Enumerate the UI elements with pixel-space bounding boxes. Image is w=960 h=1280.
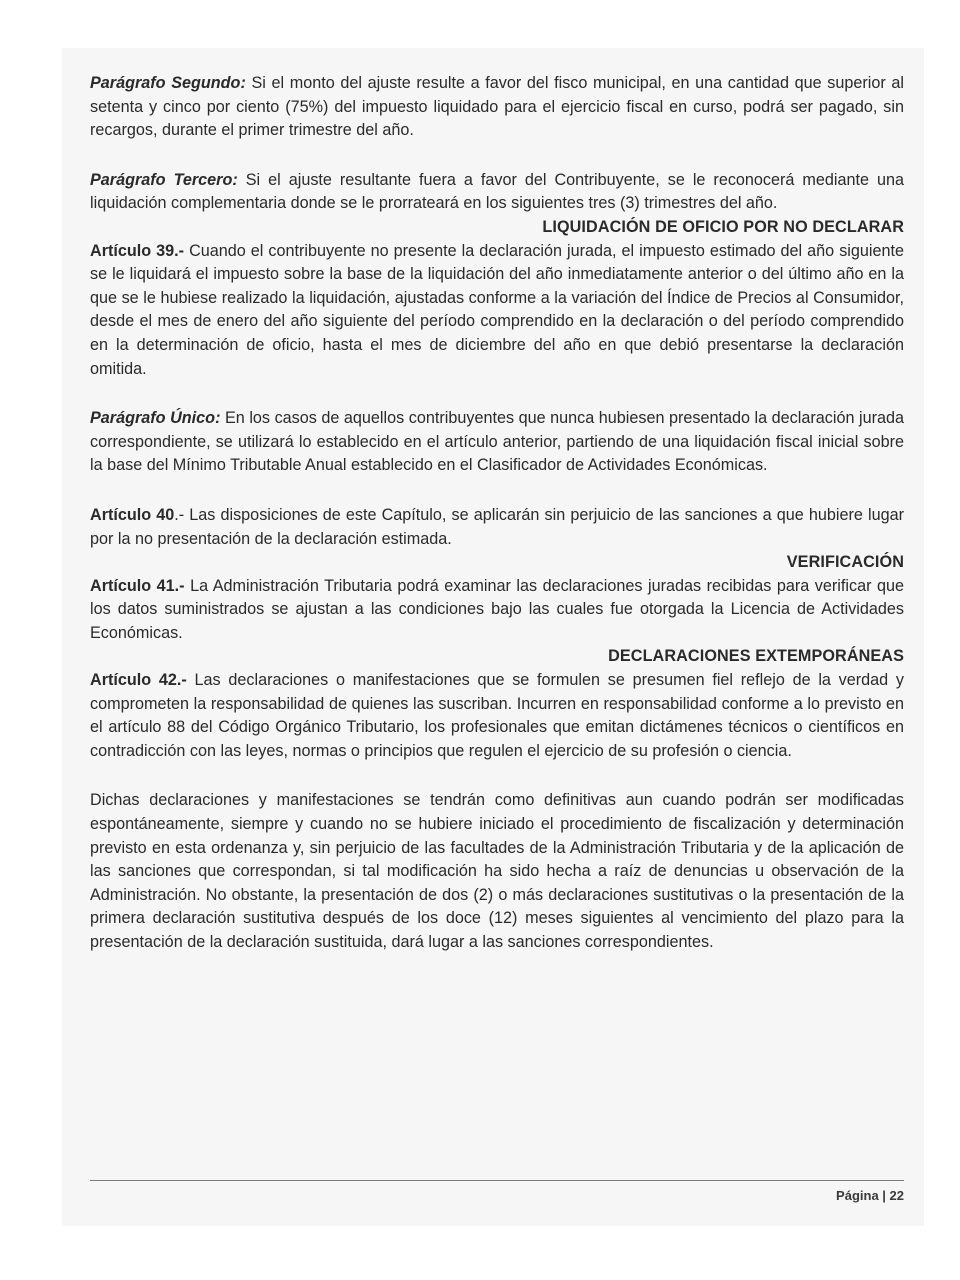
article-text: Cuando el contribuyente no presente la declaración jurada, el impuesto estimado del año siguiente se le liquidará el impuesto sobre la base de la liquidación del año inmediatamente anterior o del último año en la que se le hubiese realizado la liquidación, ajustadas conforme a la variación del Índice de Precios al Consumidor, desde el mes de enero del año siguiente del período comprendido en la declaración o del período comprendido en la determinación de oficio, hasta el mes de diciembre del año en que debió presentarse la declaración omitida. xyxy=(90,241,904,378)
article-text: Las declaraciones o manifestaciones que se formulen se presumen fiel reflejo de la verdad y comprometen la responsabilidad de quienes las suscriban. Incurren en responsabilidad conforme a lo previsto en el artículo 88 del Código Orgánico Tributario, los profesionales que emitan dictámenes técnicos o científicos en contradicción con las leyes, normas o principios que regulen el ejercicio de su profesión o ciencia. xyxy=(90,671,905,760)
paragraph-text: En los casos de aquellos contribuyentes que nunca hubiesen presentado la declaración jurada correspondiente, se utilizará lo establecido en el artículo anterior, partiendo de una liquidación fiscal inicial sobre la base del Mínimo Tributable Anual establecido en el Clasificador de Actividades Económicas. xyxy=(90,409,904,475)
article-42 xyxy=(90,669,904,763)
paragraph-unico xyxy=(90,407,904,478)
paragraph-label: Parágrafo Único: xyxy=(90,409,221,428)
paragraph-label: Parágrafo Tercero: xyxy=(90,170,238,189)
page-number: Página | 22 xyxy=(836,1188,904,1203)
paragraph-text: Si el ajuste resultante fuera a favor del Contribuyente, se le reconocerá mediante una liquidación complementaria donde se le prorrateará en los siguientes tres (3) trimestres del año. xyxy=(90,170,904,213)
article-41 xyxy=(90,575,904,646)
document-body xyxy=(90,72,904,955)
article-label: Artículo 41.- xyxy=(90,576,185,595)
article-label: Artículo 39.- xyxy=(90,241,185,260)
section-heading-liquidacion: LIQUIDACIÓN DE OFICIO POR NO DECLARAR xyxy=(542,217,904,236)
paragraph-label: Parágrafo Segundo: xyxy=(90,74,246,92)
paragraph-tercero xyxy=(90,169,904,216)
paragraph-segundo xyxy=(90,72,904,143)
section-heading-extemporaneas: DECLARACIONES EXTEMPORÁNEAS xyxy=(608,647,904,666)
article-label: Artículo 40 xyxy=(90,505,175,524)
section-heading-verificacion: VERIFICACIÓN xyxy=(786,553,904,572)
article-39 xyxy=(90,240,904,382)
paragraph-text: Si el monto del ajuste resulte a favor del fisco municipal, en una cantidad que superior al setenta y cinco por ciento (75%) del impuesto liquidado para el ejercicio fiscal en curso, podrá ser pagado, sin recargos, durante el primer trimestre del año. xyxy=(90,74,904,140)
article-label: Artículo 42.- xyxy=(90,671,187,690)
article-text: La Administración Tributaria podrá examinar las declaraciones juradas recibidas para verificar que los datos suministrados se ajustan a las condiciones bajo las cuales fue otorgada la Licencia de Actividades Económicas. xyxy=(90,576,904,642)
article-text: .- Las disposiciones de este Capítulo, se aplicarán sin perjuicio de las sanciones a que hubiere lugar por la no presentación de la declaración estimada. xyxy=(90,505,904,548)
final-paragraph: Dichas declaraciones y manifestaciones se tendrán como definitivas aun cuando podrán ser modificadas espontáneamente, siempre y cuando no se hubiere iniciado el procedimiento de fiscalización y determinación previsto en esta ordenanza y, sin perjuicio de las facultades de la Administración Tributaria y de la aplicación de las sanciones que correspondan, si tal modificación ha sido hecha a raíz de denuncias u observación de la Administración. No obstante, la presentación de dos (2) o más declaraciones sustitutivas o la presentación de la primera declaración sustitutiva después de los doce (12) meses siguientes al vencimiento del plazo para la presentación de la declaración sustituida, dará lugar a las sanciones correspondientes. xyxy=(90,791,904,951)
footer-divider xyxy=(90,1180,904,1181)
article-40 xyxy=(90,504,904,551)
